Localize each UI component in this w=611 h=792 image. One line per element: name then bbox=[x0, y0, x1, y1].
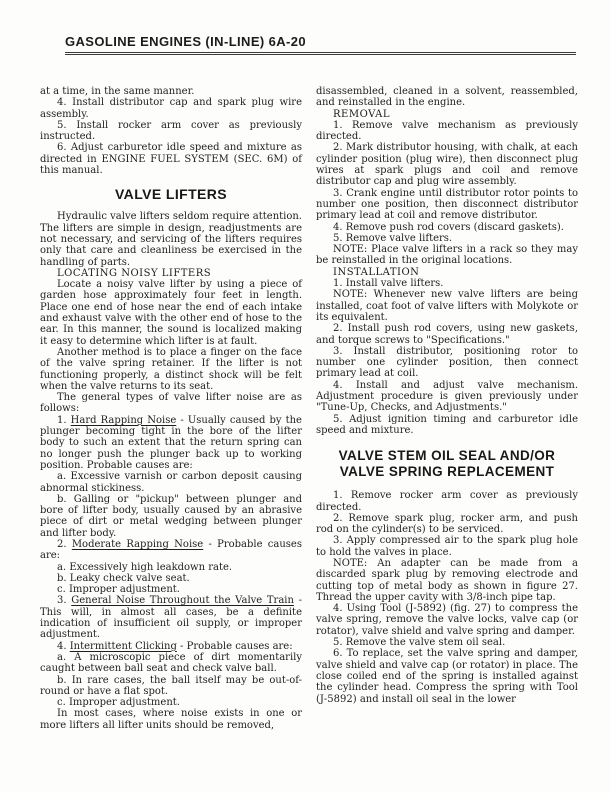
step-paragraph: 3. Install distributor, positioning rotor to number one cylinder position, then connect primary lead at coil. bbox=[316, 345, 578, 380]
heading-line-1: VALVE STEM OIL SEAL AND/OR bbox=[338, 448, 556, 464]
text-columns bbox=[40, 86, 578, 731]
item-title-underlined: General Noise Throughout the Valve Train bbox=[71, 595, 294, 607]
step-paragraph: 6. To replace, set the valve spring and damper, valve shield and valve cap (or rotator) in place. The close coiled end of the spring is installed against the cylinder head. Compress the spring with Tool (J-5892) and install oil seal in the lower bbox=[316, 648, 578, 705]
heading-line-2: VALVE SPRING REPLACEMENT bbox=[339, 464, 555, 480]
left-column bbox=[40, 86, 302, 731]
item-title-underlined: Hard Rapping Noise bbox=[70, 414, 177, 426]
body-paragraph: Another method is to place a finger on the face of the valve spring retainer. If the lifter is not functioning properly, a distinct shock will be felt when the valve returns to its seat. bbox=[40, 346, 302, 392]
body-paragraph: The general types of valve lifter noise are as follows: bbox=[40, 392, 302, 415]
lifter-noise-item bbox=[40, 641, 302, 652]
item-number: 4. bbox=[57, 640, 70, 652]
sub-item: c. Improper adjustment. bbox=[57, 584, 180, 596]
item-number: 2. bbox=[57, 538, 72, 550]
sub-item: a. A microscopic piece of dirt momentarily caught between ball seat and check valve ball. bbox=[40, 651, 302, 675]
step-paragraph: 5. Install rocker arm cover as previously instructed. bbox=[40, 119, 302, 143]
subheading-installation: INSTALLATION bbox=[333, 266, 420, 278]
heading-valve-lifters: VALVE LIFTERS bbox=[114, 186, 228, 203]
item-title-underlined: Intermittent Clicking bbox=[69, 640, 177, 652]
sub-item: a. Excessively high leakdown rate. bbox=[57, 561, 233, 573]
item-number: 3. bbox=[57, 595, 72, 607]
step-paragraph: 2. Mark distributor housing, with chalk, at each cylinder position (plug wire), then disconnect plug wires at spark plugs and coil and remove distributor cap and plug wire assembly. bbox=[316, 142, 578, 188]
sub-item: c. Improper adjustment. bbox=[57, 697, 180, 709]
step-paragraph: 1. Remove rocker arm cover as previously directed. bbox=[316, 490, 578, 513]
sub-item: a. Excessive varnish or carbon deposit causing abnormal stickiness. bbox=[40, 471, 302, 494]
item-body: - Probable causes are: bbox=[40, 538, 302, 562]
step-paragraph: 2. Remove spark plug, rocker arm, and push rod on the cylinder(s) to be serviced. bbox=[316, 512, 578, 536]
sub-item: b. Galling or "pickup" between plunger and bore of lifter body, usually caused by an abrasive piece of dirt or metal wedging between plunger and lifter body. bbox=[40, 493, 302, 539]
item-number: 1. bbox=[57, 414, 71, 426]
item-body: - Usually caused by the plunger becoming tight in the bore of the lifter body to such an extent that the return spring can no longer push the plunger back up to working position. Probable causes are: bbox=[40, 414, 302, 471]
step-paragraph: 2. Install push rod covers, using new gaskets, and torque screws to "Specifications." bbox=[316, 323, 578, 346]
item-body: - Probable causes are: bbox=[176, 640, 293, 652]
step-paragraph: 1. Install valve lifters. bbox=[333, 278, 444, 290]
heading-valve-stem-oil-seal bbox=[316, 448, 578, 480]
body-paragraph: Locate a noisy valve lifter by using a piece of garden hose approximately four feet in length. Place one end of hose near the end of each intake and exhaust valve with the other end of hose to the ear. In this manner, the sound is localized making it easy to determine which lifter is at fault. bbox=[40, 279, 302, 347]
step-paragraph: 4. Remove push rod covers (discard gaskets). bbox=[333, 221, 564, 233]
lifter-noise-item bbox=[40, 415, 302, 471]
lifter-noise-item bbox=[40, 539, 302, 562]
step-paragraph: 6. Adjust carburetor idle speed and mixture as directed in ENGINE FUEL SYSTEM (SEC. 6M) of this manual. bbox=[40, 142, 302, 177]
header-rule bbox=[65, 52, 576, 55]
right-column bbox=[316, 86, 578, 731]
item-body: - This will, in almost all cases, be a definite indication of insufficient oil supply, or improper adjustment. bbox=[40, 595, 302, 641]
step-paragraph: 5. Remove valve lifters. bbox=[333, 232, 453, 244]
step-paragraph: 3. Apply compressed air to the spark plug hole to hold the valves in place. bbox=[316, 535, 578, 558]
page-header bbox=[65, 34, 576, 55]
step-paragraph: 4. Install and adjust valve mechanism. Adjustment procedure is given previously under "Tune-Up, Checks, and Adjustments." bbox=[316, 379, 578, 414]
subheading-removal: REMOVAL bbox=[333, 108, 390, 120]
sub-item: b. In rare cases, the ball itself may be out-of-round or have a flat spot. bbox=[40, 674, 302, 697]
body-paragraph: Hydraulic valve lifters seldom require attention. The lifters are simple in design, readjustments are not necessary, and servicing of the lifters requires only that care and cleanliness be exercised in the handling of parts. bbox=[40, 211, 302, 268]
step-paragraph: 4. Using Tool (J-5892) (fig. 27) to compress the valve spring, remove the valve locks, valve cap (or rotator), valve shield and valve spring and damper. bbox=[316, 603, 578, 637]
step-paragraph: 1. Remove valve mechanism as previously directed. bbox=[316, 119, 578, 143]
step-paragraph: 3. Crank engine until distributor rotor points to number one position, then disconnect distributor primary lead at coil and remove distributor. bbox=[316, 187, 578, 222]
step-paragraph: 5. Adjust ignition timing and carburetor idle speed and mixture. bbox=[316, 413, 578, 436]
step-paragraph: 4. Install distributor cap and spark plug wire assembly. bbox=[40, 97, 302, 120]
lifter-noise-item bbox=[40, 595, 302, 640]
item-title-underlined: Moderate Rapping Noise bbox=[71, 538, 204, 550]
step-paragraph: 5. Remove the valve stem oil seal. bbox=[333, 637, 506, 649]
note-paragraph: NOTE: An adapter can be made from a discarded spark plug by removing electrode and cutting top of metal body as shown in figure 27. Thread the upper cavity with 3/8-inch pipe tap. bbox=[316, 557, 578, 603]
page-header-title: GASOLINE ENGINES (IN-LINE) 6A-20 bbox=[65, 34, 307, 49]
subheading-locating-noisy-lifters: LOCATING NOISY LIFTERS bbox=[57, 267, 212, 279]
body-paragraph: at a time, in the same manner. bbox=[40, 86, 195, 97]
body-paragraph: disassembled, cleaned in a solvent, reassembled, and reinstalled in the engine. bbox=[316, 86, 578, 109]
note-paragraph: NOTE: Place valve lifters in a rack so they may be reinstalled in the original locations. bbox=[316, 244, 578, 267]
sub-item: b. Leaky check valve seat. bbox=[57, 572, 190, 584]
note-paragraph: NOTE: Whenever new valve lifters are being installed, coat foot of valve lifters with Molykote or its equivalent. bbox=[316, 289, 578, 323]
body-paragraph: In most cases, where noise exists in one or more lifters all lifter units should be removed, bbox=[40, 708, 302, 731]
